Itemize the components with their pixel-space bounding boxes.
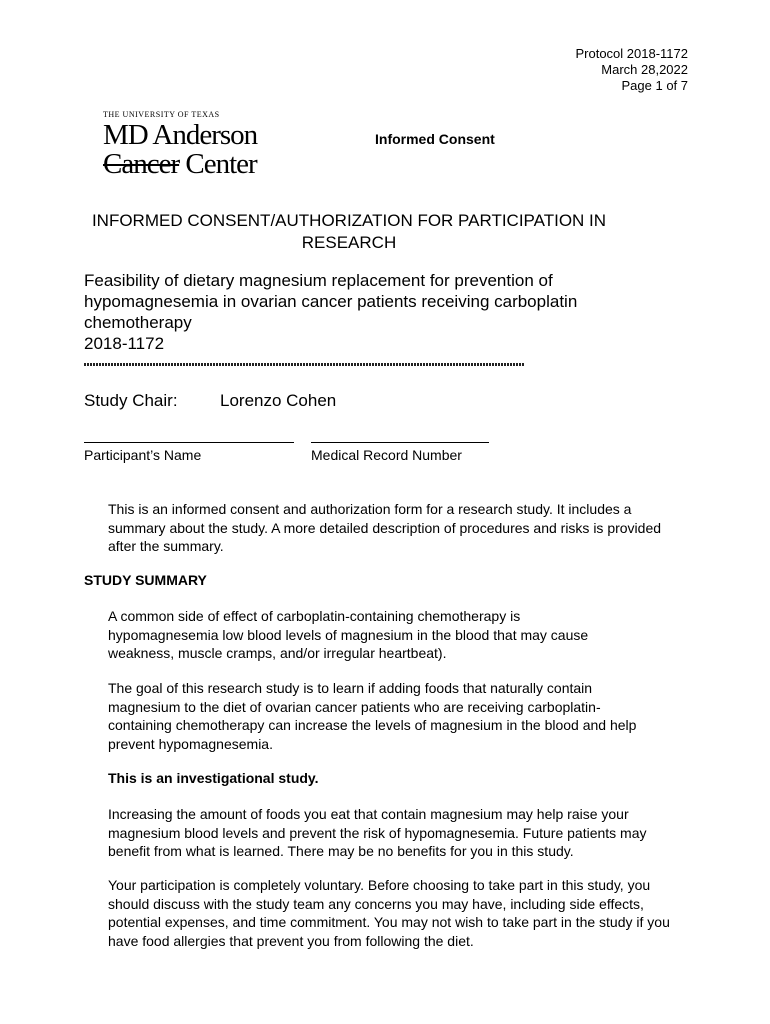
logo-line2	[103, 150, 283, 178]
participant-name-field[interactable]	[84, 442, 294, 443]
protocol-header	[575, 46, 688, 94]
study-title: Feasibility of dietary magnesium replacement for prevention of hypomagnesemia in ovarian cancer patients receiving carboplatin chemotherapy	[84, 271, 578, 332]
study-number: 2018-1172	[84, 334, 165, 353]
divider	[84, 363, 524, 366]
study-title-block	[84, 270, 644, 354]
summary-paragraph-5: Your participation is completely voluntary. Before choosing to take part in this study, you should discuss with the study team any concerns you may have, including side effects, potential expenses, and time commitment. You may not wish to take part in the study if you have food allergies that prevent you from following the diet.	[108, 877, 670, 949]
summary-paragraph-4: Increasing the amount of foods you eat that contain magnesium may help raise your magnesium blood levels and prevent the risk of hypomagnesemia. Future patients may benefit from what is learned. There may be no benefits for you in this study.	[108, 806, 647, 859]
md-anderson-logo	[103, 110, 283, 180]
study-chair-name: Lorenzo Cohen	[220, 391, 337, 410]
study-chair	[84, 391, 337, 411]
logo-line2-rest: Center	[179, 148, 257, 180]
logo-line2-strike: Cancer	[103, 148, 180, 180]
section-heading-summary: STUDY SUMMARY	[84, 572, 207, 588]
logo-institution: THE UNIVERSITY OF TEXAS	[103, 110, 220, 119]
protocol-date: March 28,2022	[601, 62, 688, 77]
mrn-label: Medical Record Number	[311, 447, 462, 463]
page-title: INFORMED CONSENT/AUTHORIZATION FOR PARTICIPATION IN RESEARCH	[91, 211, 607, 252]
summary-paragraph-3: This is an investigational study.	[108, 770, 319, 786]
document-label: Informed Consent	[375, 131, 495, 147]
summary-paragraph-2: The goal of this research study is to learn if adding foods that naturally contain magnesium to the diet of ovarian cancer patients who are receiving carboplatin-containing chemotherapy can increase the levels of magnesium in the blood and help prevent hypomagnesemia.	[108, 680, 637, 752]
intro-paragraph: This is an informed consent and authorization form for a research study. It includes a summary about the study. A more detailed description of procedures and risks is provided after the summary.	[108, 501, 662, 554]
study-chair-label: Study Chair:	[84, 391, 178, 410]
summary-paragraph-1: A common side of effect of carboplatin-containing chemotherapy is hypomagnesemia low blood levels of magnesium in the blood that may cause weakness, muscle cramps, and/or irregular heartbeat).	[108, 608, 589, 661]
mrn-field[interactable]	[311, 442, 489, 443]
protocol-number: Protocol 2018-1172	[575, 46, 688, 61]
logo-line1: MD Anderson	[103, 119, 258, 151]
page-number: Page 1 of 7	[621, 78, 688, 93]
participant-name-label: Participant’s Name	[84, 447, 202, 463]
